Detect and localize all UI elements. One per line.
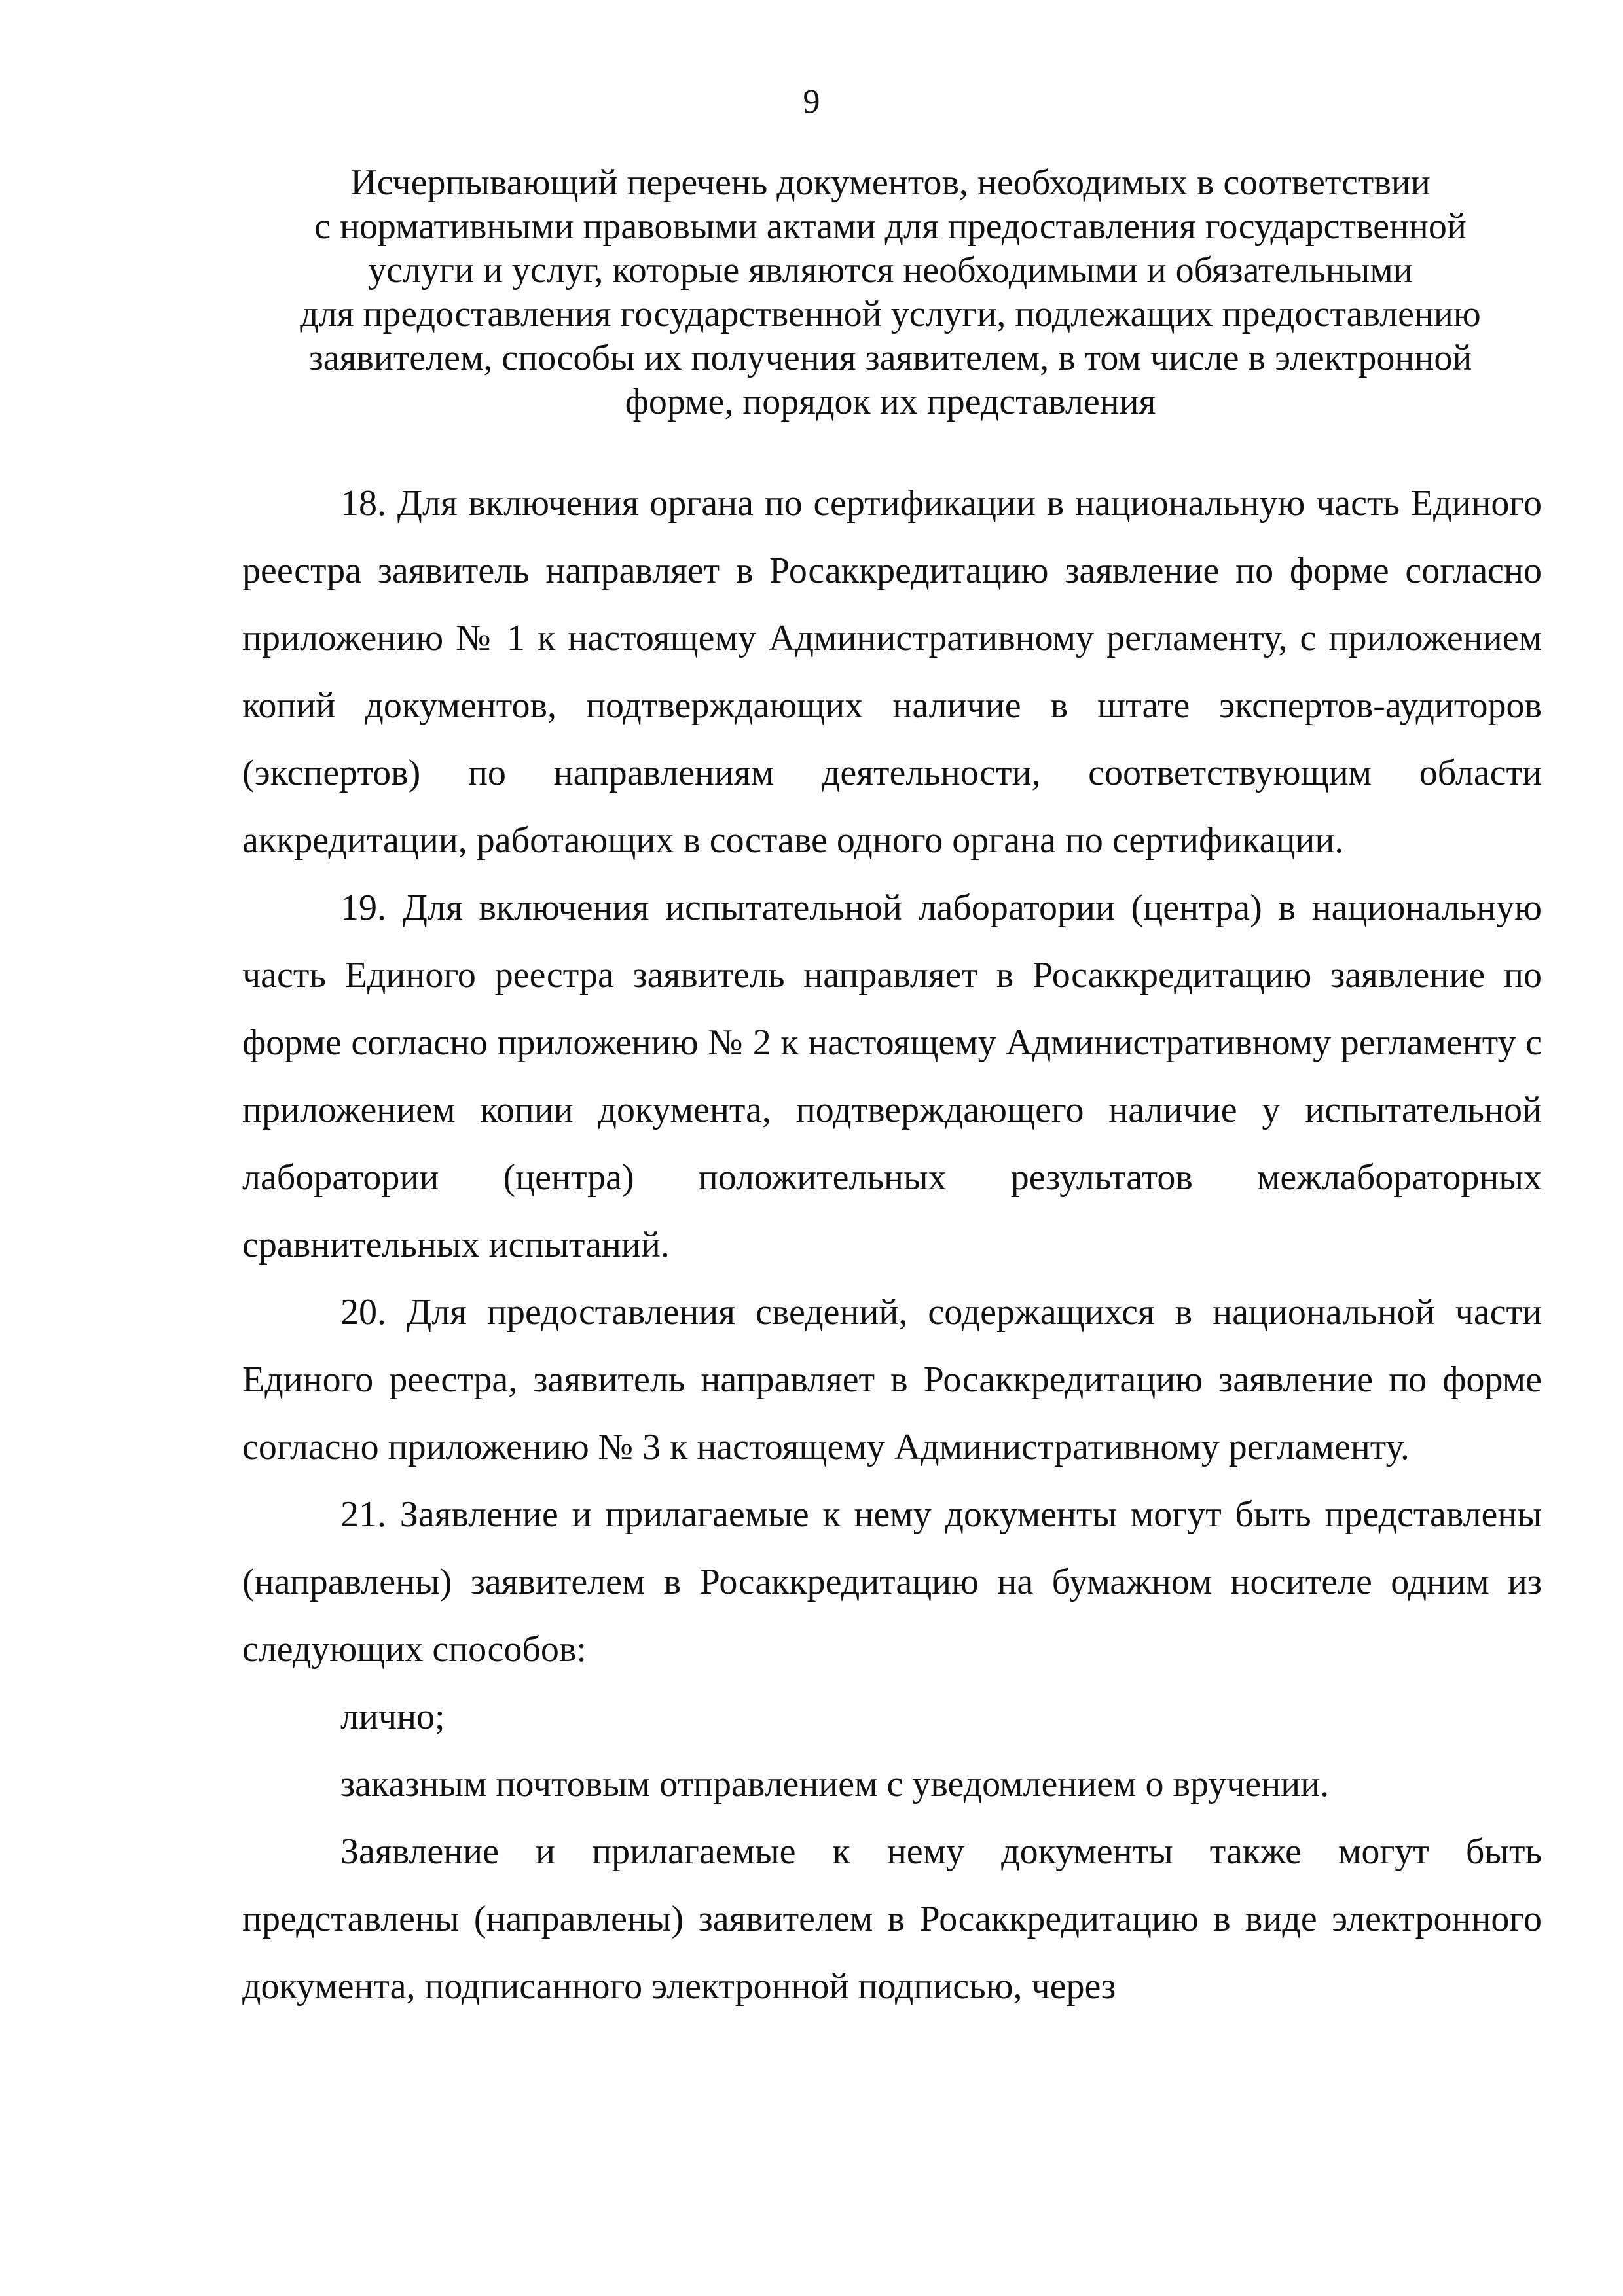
heading-line: заявителем, способы их получения заявителем, в том числе в электронной <box>308 338 1472 378</box>
heading-line: услуги и услуг, которые являются необходимыми и обязательными <box>368 250 1413 291</box>
paragraph-19: 19. Для включения испытательной лаборатории (центра) в национальную часть Единого реестра заявитель направляет в Росаккредитацию заявление по форме согласно приложению № 2 к настоящему Административному регламенту с приложением копии документа, подтверждающего наличие у испытательной лаборатории (центра) положительных результатов межлабораторных сравнительных испытаний. <box>242 888 1542 1265</box>
heading-line: для предоставления государственной услуги, подлежащих предоставлению <box>300 294 1481 334</box>
heading-line: форме, порядок их представления <box>625 382 1156 422</box>
section-heading <box>249 161 1532 424</box>
heading-line: с нормативными правовыми актами для предоставления государственной <box>314 206 1467 247</box>
paragraph-electronic-submission: Заявление и прилагаемые к нему документы также могут быть представлены (направлены) заявителем в Росаккредитацию в виде электронного документа, подписанного электронной подписью, через <box>242 1831 1542 2007</box>
list-item-registered-mail: заказным почтовым отправлением с уведомлением о вручении. <box>340 1764 1330 1804</box>
heading-line: Исчерпывающий перечень документов, необходимых в соответствии <box>350 162 1431 203</box>
document-body <box>242 470 1542 2020</box>
list-item-in-person: лично; <box>340 1696 445 1737</box>
page-number: 9 <box>803 83 820 120</box>
paragraph-20: 20. Для предоставления сведений, содержащихся в национальной части Единого реестра, заявитель направляет в Росаккредитацию заявление по форме согласно приложению № 3 к настоящему Административному регламенту. <box>242 1292 1542 1467</box>
paragraph-18: 18. Для включения органа по сертификации в национальную часть Единого реестра заявитель направляет в Росаккредитацию заявление по форме согласно приложению № 1 к настоящему Административному регламенту, с приложением копий документов, подтверждающих наличие в штате экспертов-аудиторов (экспертов) по направлениям деятельности, соответствующим области аккредитации, работающих в составе одного органа по сертификации. <box>242 483 1542 861</box>
paragraph-21: 21. Заявление и прилагаемые к нему документы могут быть представлены (направлены) заявителем в Росаккредитацию на бумажном носителе одним из следующих способов: <box>242 1494 1542 1670</box>
